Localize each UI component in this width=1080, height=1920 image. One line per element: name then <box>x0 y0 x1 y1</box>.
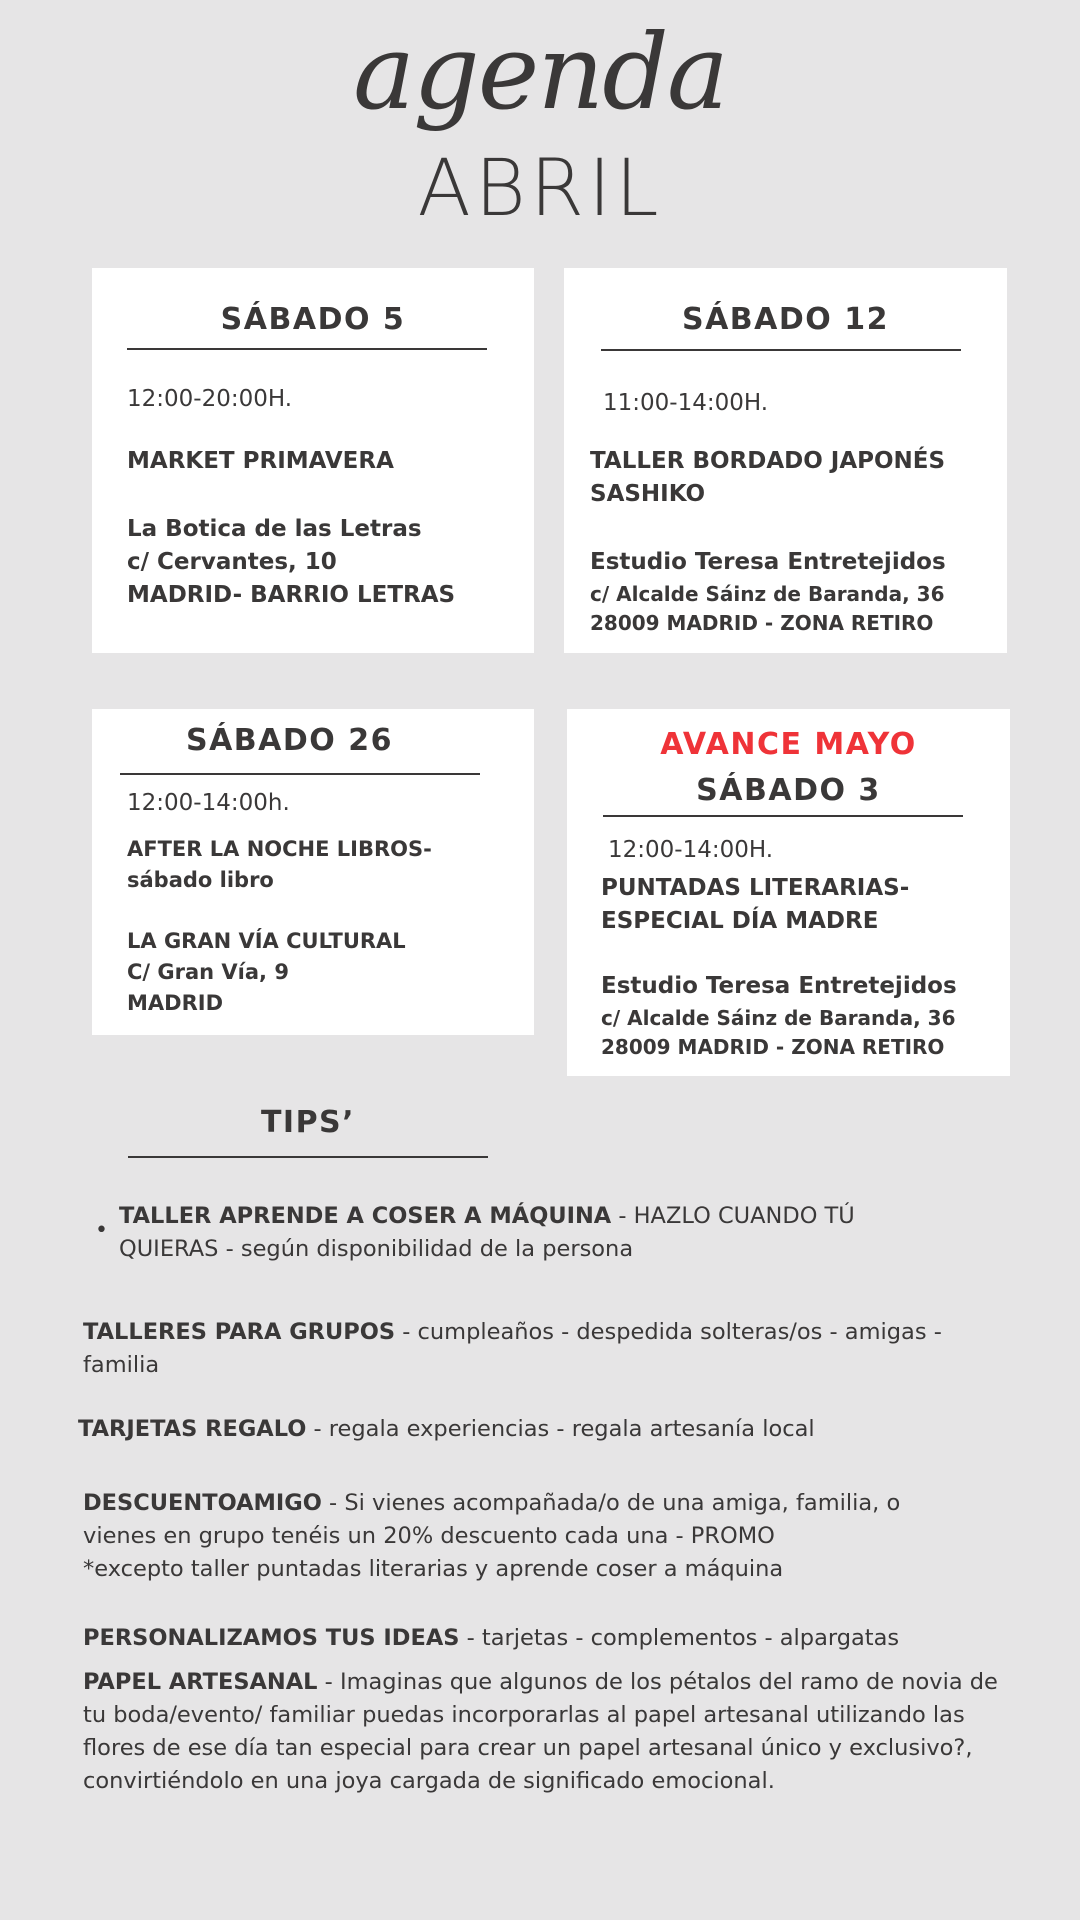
event-time: 11:00-14:00H. <box>603 390 769 416</box>
tip-descuento-amigo <box>83 1487 973 1586</box>
tip-text: - tarjetas - complementos - alpargatas <box>459 1625 900 1651</box>
agenda-script-title: agenda <box>353 11 727 133</box>
tip-personalizamos <box>83 1622 1013 1655</box>
event-title: PUNTADAS LITERARIAS- <box>601 875 910 901</box>
heading-divider <box>603 815 963 817</box>
month-title: ABRIL <box>417 144 663 234</box>
event-city: 28009 MADRID - ZONA RETIRO <box>590 611 934 635</box>
event-card-avance-mayo <box>567 709 1010 1076</box>
event-address: c/ Cervantes, 10 <box>127 549 337 575</box>
event-title: AFTER LA NOCHE LIBROS- <box>127 837 432 861</box>
tip-text: - HAZLO CUANDO TÚ QUIERAS - según disponibilidad de la persona <box>119 1203 855 1262</box>
tip-text: - Imaginas que algunos de los pétalos del ramo de novia de tu boda/evento/ familiar puedas incorporarlas al papel artesanal utilizando las flores de ese día tan especial para crear un papel artesanal único y exclusivo?, convirtiéndolo en una joya cargada de significado emocional. <box>83 1669 998 1794</box>
preview-label: AVANCE MAYO <box>660 727 917 762</box>
event-heading: SÁBADO 3 <box>696 773 881 808</box>
event-city: MADRID- BARRIO LETRAS <box>127 582 456 608</box>
event-city: MADRID <box>127 991 223 1015</box>
event-time: 12:00-14:00h. <box>127 790 290 816</box>
tip-talleres-grupos <box>83 1316 1003 1382</box>
event-address: c/ Alcalde Sáinz de Baranda, 36 <box>590 582 945 606</box>
event-title-line-2: SASHIKO <box>590 481 706 507</box>
event-city: 28009 MADRID - ZONA RETIRO <box>601 1035 945 1059</box>
event-venue: La Botica de las Letras <box>127 516 422 542</box>
event-time: 12:00-20:00H. <box>127 386 293 412</box>
event-venue: Estudio Teresa Entretejidos <box>590 549 946 575</box>
event-title: MARKET PRIMAVERA <box>127 448 394 474</box>
event-address: C/ Gran Vía, 9 <box>127 960 289 984</box>
tip-bold-label: TALLER APRENDE A COSER A MÁQUINA <box>119 1203 612 1229</box>
event-heading: SÁBADO 12 <box>681 302 889 337</box>
tip-bold-label: TARJETAS REGALO <box>78 1416 307 1442</box>
event-title-line-2: sábado libro <box>127 868 274 892</box>
tip-text: - regala experiencias - regala artesanía local <box>306 1416 815 1442</box>
event-time: 12:00-14:00H. <box>608 837 774 863</box>
event-card-sabado-12 <box>564 268 1007 653</box>
event-venue: LA GRAN VÍA CULTURAL <box>127 929 406 953</box>
event-card-sabado-5 <box>92 268 534 653</box>
event-title: TALLER BORDADO JAPONÉS <box>590 448 946 474</box>
tip-note: *excepto taller puntadas literarias y aprende coser a máquina <box>83 1556 784 1582</box>
tips-title: TIPS’ <box>260 1105 356 1140</box>
tip-papel-artesanal <box>83 1666 1028 1798</box>
event-title-line-2: ESPECIAL DÍA MADRE <box>601 908 879 934</box>
heading-divider <box>120 773 480 775</box>
tip-tarjetas-regalo <box>78 1413 1008 1446</box>
event-heading: SÁBADO 26 <box>185 723 393 758</box>
event-heading: SÁBADO 5 <box>220 302 406 337</box>
tips-divider <box>128 1156 488 1158</box>
tip-bold-label: DESCUENTOAMIGO <box>83 1490 322 1516</box>
event-venue: Estudio Teresa Entretejidos <box>601 973 957 999</box>
tip-bold-label: TALLERES PARA GRUPOS <box>83 1319 396 1345</box>
bullet-dot: • <box>95 1218 108 1243</box>
heading-divider <box>601 349 961 351</box>
event-card-sabado-26 <box>92 709 534 1035</box>
tip-text: - Si vienes acompañada/o de una amiga, familia, o vienes en grupo tenéis un 20% descuento cada una - PROMO <box>83 1490 901 1549</box>
tip-bold-label: PAPEL ARTESANAL <box>83 1669 318 1695</box>
tip-bold-label: PERSONALIZAMOS TUS IDEAS <box>83 1625 460 1651</box>
event-address: c/ Alcalde Sáinz de Baranda, 36 <box>601 1006 956 1030</box>
tip-text: - cumpleaños - despedida solteras/os - amigas - familia <box>83 1319 942 1378</box>
tip-coser-maquina <box>119 1200 939 1266</box>
heading-divider <box>127 348 487 350</box>
